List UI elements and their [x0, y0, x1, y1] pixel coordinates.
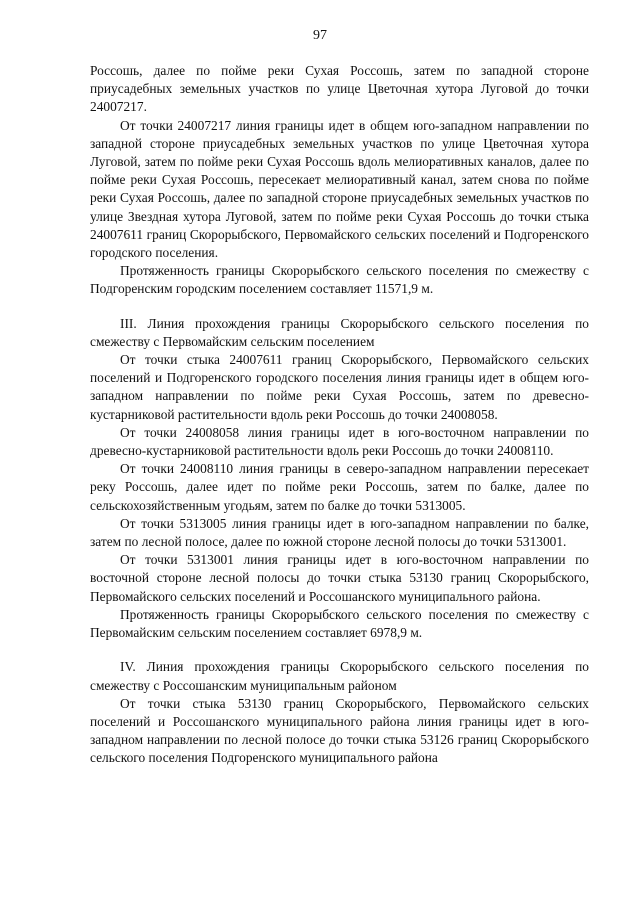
paragraph: От точки стыка 53130 границ Скорорыбского, Первомайского сельских поселений и Россошанского муниципального района линия границы идет в юго-западном направлении по лесной полосе до точки стыка 53126 границ Скорорыбского сельского поселения Подгоренского муниципального района: [90, 695, 589, 766]
paragraph: От точки 24008058 линия границы идет в юго-восточном направлении по древесно-кустарниковой растительности вдоль реки Россошь до точки 24008110.: [90, 424, 589, 459]
paragraph: От точки 5313005 линия границы идет в юго-западном направлении по балке, затем по лесной полосе, далее по южной стороне лесной полосы до точки 5313001.: [90, 515, 589, 550]
paragraph: От точки стыка 24007611 границ Скорорыбского, Первомайского сельских поселений и Подгоренского городского поселения линия границы идет в общем юго-западном направлении по пойме реки Сухая Россошь, затем по древесно-кустарниковой растительности вдоль реки Россошь до точки 24008058.: [90, 352, 589, 422]
paragraph: От точки 24007217 линия границы идет в общем юго-западном направлении по западной стороне приусадебных земельных участков по улице Цветочная хутора Луговой, затем по пойме реки Сухая Россошь вдоль мелиоративных каналов, далее по пойме реки Сухая Россошь, пересекает мелиоративный канал, затем снова по пойме реки Сухая Россошь, далее по западной стороне приусадебных земельных участков по улице Звездная хутора Луговой, затем по пойме реки Сухая Россошь до точки стыка 24007611 границ Скорорыбского, Первомайского сельских поселений и Подгоренского городского поселения.: [90, 117, 589, 261]
paragraph-continuation: Россошь, далее по пойме реки Сухая Россошь, затем по западной стороне приусадебных земельных участков по улице Цветочная хутора Луговой до точки 24007217.: [90, 63, 589, 115]
document-body: [90, 62, 589, 768]
paragraph-length-summary: Протяженность границы Скорорыбского сельского поселения по смежеству с Подгоренским городским поселением составляет 11571,9 м.: [90, 263, 589, 297]
page-number: 97: [313, 28, 327, 43]
paragraph: От точки 24008110 линия границы в северо-западном направлении пересекает реку Россошь, далее идет по пойме реки Россошь, затем по балке, далее по сельскохозяйственным угодьям, затем по балке до точки 5313005.: [90, 461, 589, 513]
section-gap: [90, 299, 589, 315]
paragraph: От точки 5313001 линия границы идет в юго-восточном направлении по восточной стороне лесной полосы до точки стыка 53130 границ Скорорыбского, Первомайского сельских поселений и Россошанского муниципального района.: [90, 552, 589, 604]
section-heading-iii: III. Линия прохождения границы Скорорыбского сельского поселения по смежеству с Первомайским сельским поселением: [90, 315, 589, 349]
section-heading-iv: IV. Линия прохождения границы Скорорыбского сельского поселения по смежеству с Россошанским муниципальным районом: [90, 659, 589, 693]
paragraph-length-summary: Протяженность границы Скорорыбского сельского поселения по смежеству с Первомайским сельским поселением составляет 6978,9 м.: [90, 606, 589, 641]
section-gap: [90, 642, 589, 658]
